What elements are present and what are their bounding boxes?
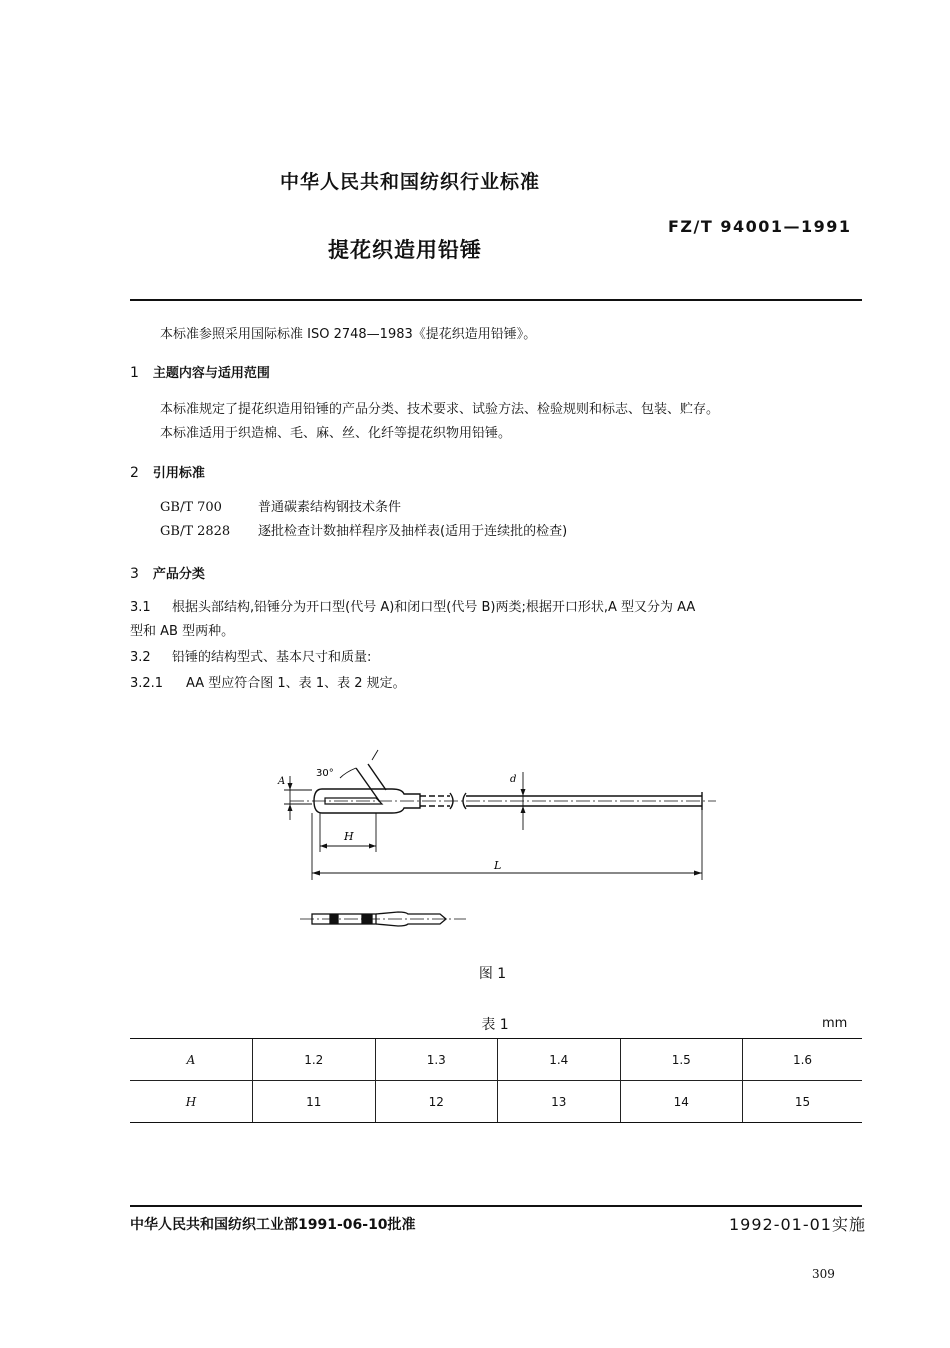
section-1-paragraph-2: 本标准适用于织造棉、毛、麻、丝、化纤等提花织物用铅锤。 (160, 426, 512, 441)
table-cell: 1.6 (743, 1039, 863, 1081)
weight-top-view (300, 912, 466, 926)
document-title: 提花织造用铅锤 (328, 238, 482, 262)
angle-label: 30° (316, 768, 334, 779)
section-1-title: 主题内容与适用范围 (152, 366, 270, 381)
table-row-label: H (130, 1081, 253, 1123)
clause-3-2-1-text: AA 型应符合图 1、表 1、表 2 规定。 (186, 676, 406, 691)
slot-angle-line (356, 768, 380, 802)
section-2-heading (130, 462, 205, 481)
section-1-paragraph-1: 本标准规定了提花织造用铅锤的产品分类、技术要求、试验方法、检验规则和标志、包装、贮存。 (160, 402, 720, 417)
arrowhead (369, 844, 376, 849)
dimension-table (130, 1038, 862, 1123)
table-unit: mm (822, 1016, 848, 1031)
standard-code: FZ/T 94001—1991 (668, 217, 852, 236)
dimension-l-label: L (494, 859, 502, 872)
break-mark (463, 793, 466, 809)
section-3-number: 3 (130, 566, 139, 582)
reference-item (160, 522, 567, 542)
reference-title: 逐批检查计数抽样程序及抽样表(适用于连续批的检查) (258, 524, 568, 539)
angle-arc (340, 768, 356, 778)
section-1-number: 1 (130, 365, 139, 381)
table-cell: 1.4 (498, 1039, 621, 1081)
arrowhead (312, 871, 320, 876)
reference-title: 普通碳素结构钢技术条件 (258, 500, 402, 515)
clause-3-1-continued: 型和 AB 型两种。 (130, 624, 235, 639)
org-title: 中华人民共和国纺织行业标准 (279, 171, 540, 193)
section-2-number: 2 (130, 465, 139, 481)
clause-3-2-1 (130, 674, 406, 694)
arrowhead (694, 871, 702, 876)
page-number: 309 (812, 1267, 835, 1281)
intro-text: 本标准参照采用国际标准 ISO 2748—1983《提花织造用铅锤》。 (160, 327, 537, 342)
effective-date: 1992-01-01实施 (729, 1215, 866, 1234)
table-cell: 1.3 (375, 1039, 498, 1081)
table-row (130, 1039, 862, 1081)
table-cell: 13 (498, 1081, 621, 1123)
arrowhead (320, 844, 327, 849)
arrowhead (288, 804, 293, 811)
arrowhead (288, 783, 293, 790)
table-caption: 表 1 (481, 1017, 509, 1033)
table-cell: 1.5 (620, 1039, 743, 1081)
approval-line: 中华人民共和国纺织工业部1991-06-10批准 (130, 1217, 416, 1233)
section-2-title: 引用标准 (152, 466, 205, 481)
table-cell: 1.2 (253, 1039, 376, 1081)
clause-3-2-1-number: 3.2.1 (130, 676, 164, 691)
clause-3-1-text: 根据头部结构,铅锤分为开口型(代号 A)和闭口型(代号 B)两类;根据开口形状,A 型又分为 AA (172, 600, 696, 615)
clause-3-2-number: 3.2 (130, 650, 151, 665)
reference-code: GB/T 700 (160, 500, 222, 515)
reference-code: GB/T 2828 (160, 524, 231, 539)
section-1-heading (130, 362, 270, 381)
table-cell: 11 (253, 1081, 376, 1123)
dimension-a-label: A (278, 776, 286, 787)
arrowhead (521, 806, 526, 813)
header-divider (130, 299, 862, 301)
table-cell: 14 (620, 1081, 743, 1123)
table-row-label: A (130, 1039, 253, 1081)
dimension-h-label: H (344, 830, 354, 843)
reference-item (160, 498, 401, 518)
clause-3-2 (130, 648, 371, 668)
clause-3-2-text: 铅锤的结构型式、基本尺寸和质量: (172, 650, 372, 665)
table-row (130, 1081, 862, 1123)
section-3-title: 产品分类 (152, 567, 205, 582)
table-cell: 12 (375, 1081, 498, 1123)
clause-3-1 (130, 598, 695, 618)
clause-3-1-number: 3.1 (130, 600, 151, 615)
slot-angle-line (368, 764, 386, 790)
section-3-heading (130, 563, 205, 582)
table-cell: 15 (743, 1081, 863, 1123)
arrowhead (521, 789, 526, 796)
footer-divider (130, 1205, 862, 1207)
figure-caption: 图 1 (478, 966, 507, 982)
dimension-d-label: d (510, 774, 517, 785)
thickness-leader (372, 750, 378, 760)
lead-weight-drawing (270, 740, 730, 940)
